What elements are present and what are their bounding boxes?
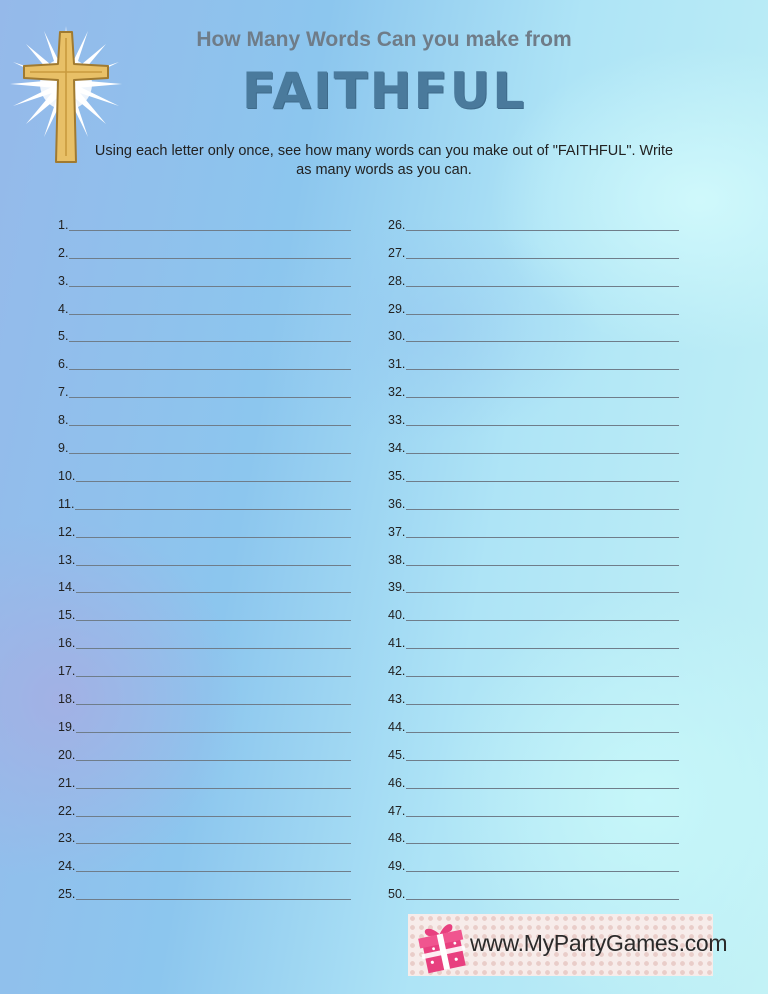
answer-line[interactable] <box>58 483 351 511</box>
answer-line[interactable] <box>388 818 679 846</box>
answer-blank[interactable] <box>69 229 351 231</box>
line-number: 47. <box>388 803 406 818</box>
answer-line[interactable] <box>388 288 679 316</box>
line-number: 11. <box>58 496 75 511</box>
line-number: 12. <box>58 524 76 539</box>
answer-line[interactable] <box>58 260 351 288</box>
answer-blank[interactable] <box>406 898 679 900</box>
line-number: 16. <box>58 636 76 651</box>
answer-blank[interactable] <box>406 842 679 844</box>
answer-blank[interactable] <box>69 396 351 398</box>
answer-line[interactable] <box>388 511 679 539</box>
instructions: Using each letter only once, see how many words can you make out of "FAITHFUL". Write as many words as you can. <box>94 143 674 178</box>
answer-blank[interactable] <box>406 368 679 370</box>
line-number: 31. <box>388 357 406 372</box>
answer-line[interactable] <box>388 455 679 483</box>
answer-blank[interactable] <box>69 424 351 426</box>
answer-blank[interactable] <box>406 815 679 817</box>
line-number: 9. <box>58 441 69 456</box>
answer-blank[interactable] <box>406 536 679 538</box>
line-number: 33. <box>388 413 406 428</box>
line-number: 5. <box>58 329 69 344</box>
answer-line[interactable] <box>58 678 351 706</box>
line-number: 32. <box>388 385 406 400</box>
target-word: FAITHFUL <box>241 62 527 120</box>
line-number: 44. <box>388 719 406 734</box>
line-number: 10. <box>58 468 76 483</box>
line-number: 48. <box>388 831 406 846</box>
line-number: 49. <box>388 859 406 874</box>
line-number: 26. <box>388 217 406 232</box>
answer-line[interactable] <box>58 288 351 316</box>
answer-blank[interactable] <box>406 229 679 231</box>
answer-blank[interactable] <box>76 591 351 593</box>
answer-line[interactable] <box>388 316 679 344</box>
line-number: 50. <box>388 887 406 902</box>
line-number: 45. <box>388 747 406 762</box>
answer-line[interactable] <box>388 371 679 399</box>
answer-blank[interactable] <box>406 591 679 593</box>
line-number: 27. <box>388 245 406 260</box>
answer-blank[interactable] <box>406 424 679 426</box>
answer-line[interactable] <box>58 845 351 873</box>
answer-blank[interactable] <box>76 703 351 705</box>
answer-blank[interactable] <box>76 787 351 789</box>
gift-box-icon <box>416 920 468 974</box>
answer-line[interactable] <box>58 650 351 678</box>
answer-blank[interactable] <box>76 675 351 677</box>
answer-line[interactable] <box>58 818 351 846</box>
answer-line[interactable] <box>58 316 351 344</box>
answer-blank[interactable] <box>406 619 679 621</box>
line-number: 8. <box>58 413 69 428</box>
answer-blank[interactable] <box>76 731 351 733</box>
answer-blank[interactable] <box>406 396 679 398</box>
answer-line[interactable] <box>388 790 679 818</box>
line-number: 4. <box>58 301 69 316</box>
answer-line[interactable] <box>388 399 679 427</box>
answer-line[interactable] <box>388 483 679 511</box>
answer-column-left <box>58 204 351 901</box>
answer-blank[interactable] <box>406 257 679 259</box>
answer-blank[interactable] <box>76 647 351 649</box>
line-number: 20. <box>58 747 76 762</box>
answer-line[interactable] <box>388 678 679 706</box>
answer-line[interactable] <box>388 622 679 650</box>
answer-blank[interactable] <box>69 340 351 342</box>
answer-blank[interactable] <box>406 703 679 705</box>
answer-blank[interactable] <box>406 508 679 510</box>
answer-line[interactable] <box>388 260 679 288</box>
answer-blank[interactable] <box>406 452 679 454</box>
answer-blank[interactable] <box>406 647 679 649</box>
answer-line[interactable] <box>58 455 351 483</box>
line-number: 39. <box>388 580 406 595</box>
answer-blank[interactable] <box>76 870 351 872</box>
line-number: 43. <box>388 692 406 707</box>
answer-line[interactable] <box>388 594 679 622</box>
answer-line[interactable] <box>58 706 351 734</box>
answer-line[interactable] <box>58 790 351 818</box>
answer-line[interactable] <box>58 622 351 650</box>
answer-blank[interactable] <box>406 285 679 287</box>
line-number: 13. <box>58 552 76 567</box>
answer-line[interactable] <box>388 232 679 260</box>
answer-blank[interactable] <box>76 898 351 900</box>
line-number: 34. <box>388 441 406 456</box>
answer-blank[interactable] <box>69 368 351 370</box>
line-number: 2. <box>58 245 69 260</box>
line-number: 22. <box>58 803 76 818</box>
line-number: 21. <box>58 775 76 790</box>
answer-line[interactable] <box>58 539 351 567</box>
line-number: 24. <box>58 859 76 874</box>
line-number: 38. <box>388 552 406 567</box>
answer-blank[interactable] <box>76 564 351 566</box>
answer-line[interactable] <box>388 343 679 371</box>
line-number: 41. <box>388 636 406 651</box>
line-number: 35. <box>388 468 406 483</box>
answer-blank[interactable] <box>76 536 351 538</box>
answer-blank[interactable] <box>76 815 351 817</box>
answer-column-right <box>388 204 679 901</box>
answer-line[interactable] <box>58 762 351 790</box>
line-number: 19. <box>58 719 76 734</box>
answer-line[interactable] <box>388 873 679 901</box>
answer-line[interactable] <box>58 343 351 371</box>
answer-blank[interactable] <box>406 564 679 566</box>
line-number: 3. <box>58 273 69 288</box>
line-number: 15. <box>58 608 76 623</box>
answer-blank[interactable] <box>69 452 351 454</box>
answer-blank[interactable] <box>406 313 679 315</box>
line-number: 25. <box>58 887 76 902</box>
answer-blank[interactable] <box>406 870 679 872</box>
line-number: 23. <box>58 831 76 846</box>
answer-blank[interactable] <box>406 731 679 733</box>
line-number: 37. <box>388 524 406 539</box>
answer-blank[interactable] <box>406 675 679 677</box>
answer-line[interactable] <box>388 539 679 567</box>
line-number: 42. <box>388 664 406 679</box>
line-number: 30. <box>388 329 406 344</box>
answer-blank[interactable] <box>75 508 351 510</box>
answer-line[interactable] <box>58 427 351 455</box>
answer-line[interactable] <box>388 650 679 678</box>
line-number: 28. <box>388 273 406 288</box>
answer-blank[interactable] <box>76 619 351 621</box>
answer-line[interactable] <box>388 762 679 790</box>
answer-line[interactable] <box>388 845 679 873</box>
answer-line[interactable] <box>58 232 351 260</box>
answer-line[interactable] <box>388 706 679 734</box>
line-number: 7. <box>58 385 69 400</box>
answer-blank[interactable] <box>76 842 351 844</box>
answer-line[interactable] <box>58 204 351 232</box>
answer-blank[interactable] <box>69 257 351 259</box>
answer-line[interactable] <box>388 734 679 762</box>
answer-blank[interactable] <box>76 480 351 482</box>
answer-blank[interactable] <box>406 340 679 342</box>
answer-line[interactable] <box>58 734 351 762</box>
page-title: How Many Words Can you make from <box>196 28 572 51</box>
answer-blank[interactable] <box>406 787 679 789</box>
answer-line[interactable] <box>58 399 351 427</box>
answer-line[interactable] <box>58 371 351 399</box>
answer-line[interactable] <box>58 511 351 539</box>
line-number: 18. <box>58 692 76 707</box>
answer-blank[interactable] <box>406 480 679 482</box>
answer-blank[interactable] <box>76 759 351 761</box>
line-number: 14. <box>58 580 76 595</box>
answer-line[interactable] <box>58 567 351 595</box>
answer-blank[interactable] <box>69 313 351 315</box>
line-number: 1. <box>58 217 69 232</box>
answer-blank[interactable] <box>69 285 351 287</box>
answer-line[interactable] <box>388 567 679 595</box>
line-number: 40. <box>388 608 406 623</box>
line-number: 6. <box>58 357 69 372</box>
site-logo <box>408 914 728 976</box>
line-number: 17. <box>58 664 76 679</box>
answer-blank[interactable] <box>406 759 679 761</box>
answer-line[interactable] <box>58 594 351 622</box>
answer-line[interactable] <box>388 427 679 455</box>
line-number: 46. <box>388 775 406 790</box>
line-number: 29. <box>388 301 406 316</box>
answer-line[interactable] <box>388 204 679 232</box>
site-url: www.MyPartyGames.com <box>470 930 728 956</box>
answer-line[interactable] <box>58 873 351 901</box>
line-number: 36. <box>388 496 406 511</box>
